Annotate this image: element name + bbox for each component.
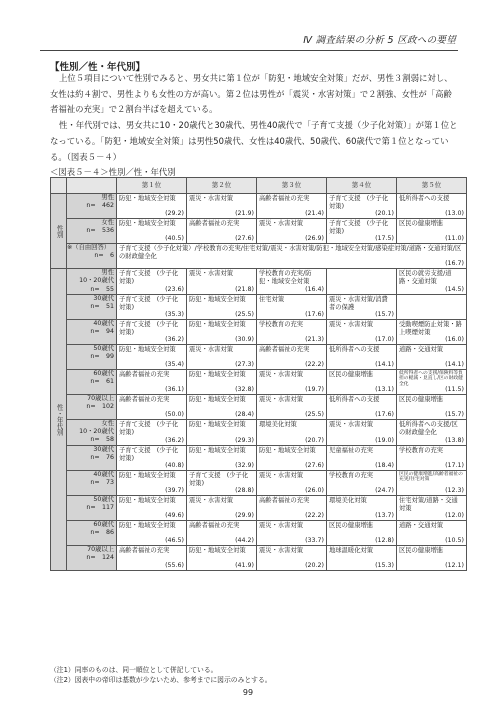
rank-item: 低所得者への支援 [329, 395, 380, 403]
rank-cell [117, 419, 187, 445]
rank-pct: (33.7) [305, 536, 324, 544]
row-label [67, 344, 117, 369]
corner-cell [51, 178, 67, 194]
rank-pct: (27.6) [305, 461, 324, 469]
rank-cell [327, 470, 397, 495]
row-n-count: n= 51 [90, 303, 114, 311]
row-label [67, 520, 117, 545]
rank-item: 防犯・地域安全対策 [189, 395, 246, 403]
rank-cell [117, 520, 187, 545]
rank-pct: (20.2) [305, 561, 324, 569]
rank-item: 高齢者福祉の充実 [259, 496, 310, 504]
rank-cell [327, 369, 397, 394]
rank-cell [257, 394, 327, 419]
rank-cell [257, 194, 327, 219]
rank-cell [397, 495, 467, 520]
rank-cell [397, 369, 467, 394]
rank-pct: (14.1) [445, 360, 464, 368]
rank-item: 地球温暖化対策 [329, 546, 374, 554]
rank-cell [187, 219, 257, 244]
rank-cell [117, 445, 187, 470]
rank-cell [397, 319, 467, 344]
rank-cell [117, 194, 187, 219]
row-label [67, 269, 117, 295]
rank-pct: (35.4) [165, 360, 184, 368]
rank-item: 防犯・地域安全対策 [189, 370, 246, 378]
rank-cell [117, 219, 187, 244]
row-label [67, 294, 117, 319]
rank-pct: (26.9) [305, 235, 324, 242]
rank-pct: (13.8) [445, 436, 464, 444]
rank-pct: (21.9) [235, 210, 254, 217]
rank-pct: (25.5) [305, 410, 324, 418]
rank-item: 震災・水害対策 [259, 395, 304, 403]
rank-cell [257, 445, 327, 470]
rank-item: 区民の就労支援/道路・交通対策 [399, 270, 452, 285]
body-text [50, 71, 458, 165]
row-n-count: n= 124 [86, 554, 114, 562]
column-header: 第３位 [257, 178, 327, 194]
rank-pct: (27.3) [235, 360, 254, 368]
rank-cell [187, 545, 257, 570]
rank-pct: (17.6) [375, 410, 394, 418]
rank-item: 子育て支援 (少子化対策) [329, 220, 389, 235]
rank-cell [117, 269, 187, 295]
rank-pct: (22.2) [305, 511, 324, 519]
rank-cell [397, 520, 467, 545]
rank-cell [327, 520, 397, 545]
rank-pct: (32.9) [235, 461, 254, 469]
row-label [67, 244, 117, 269]
rank-item: 防犯・地域安全対策 [119, 195, 176, 202]
row-label-text: 40歳代 [93, 319, 114, 327]
row-n-count: n= 536 [86, 227, 114, 235]
rank-cell [117, 470, 187, 495]
row-label-text: 男性 10・20歳代 [79, 269, 114, 285]
rank-pct: (36.1) [165, 385, 184, 393]
header-row [51, 178, 467, 194]
rank-item: 道路・交通対策 [399, 345, 444, 353]
row-n-count: n= 94 [90, 328, 114, 336]
rank-item: 防犯・地域安全対策 [189, 420, 246, 428]
rank-item: 住宅対策/道路・交通対策 [399, 496, 458, 512]
rank-pct: (17.6) [305, 310, 324, 318]
rank-item: 防犯・地域安全対策 [119, 220, 176, 227]
rank-cell [397, 545, 467, 570]
rank-pct: (29.2) [165, 210, 184, 217]
rank-cell [187, 394, 257, 419]
rank-pct: (17.1) [445, 461, 464, 469]
rank-cell [187, 344, 257, 369]
row-label [67, 369, 117, 394]
row-label [67, 470, 117, 495]
rank-cell [327, 545, 397, 570]
rank-item: 子育て支援 (少子化対策) [189, 471, 249, 487]
paragraph: 上位５項目について性別でみると、男女共に第１位が「防犯・地域安全対策」だが、男性３割弱に対し、女性は約４割で、男性よりも女性の方が高い。第２位は男性が「震災・水害対策」で２割強、女性が「高齢者福祉の充実」で２割台半ばを超えている。 [50, 73, 453, 115]
rank-item: 学校教育の充実 [329, 471, 374, 479]
rank-pct: (10.5) [445, 536, 464, 544]
rank-item: 子育て支援 (少子化対策) [119, 420, 179, 436]
rank-pct: (30.9) [235, 335, 254, 343]
rank-item: 区民の健康増進 [399, 220, 444, 227]
table-row [51, 545, 467, 570]
rank-pct: (16.4) [305, 285, 324, 293]
rank-item: 高齢者福祉の充実 [189, 220, 240, 227]
rank-item: 震災・水害対策 [329, 320, 374, 328]
footnote: （注1）同率のものは、同一順位として併記している。 [50, 666, 218, 674]
group-label: 性・年代別 [51, 269, 67, 571]
rank-item: 震災・水害対策/消費者の保護 [329, 295, 388, 311]
rank-pct: (44.2) [235, 536, 254, 544]
rank-pct: (17.5) [375, 235, 394, 242]
rank-cell [117, 344, 187, 369]
rank-item: 高齢者福祉の充実 [119, 395, 170, 403]
row-n-count: n= 61 [90, 378, 114, 386]
rank-pct: (12.0) [445, 511, 464, 519]
free-answer-cell [117, 244, 467, 269]
rank-cell [257, 344, 327, 369]
table-row [51, 194, 467, 219]
rank-cell [257, 495, 327, 520]
rank-item: 震災・水害対策 [259, 521, 304, 529]
rank-item: 防犯・地域安全対策 [119, 496, 176, 504]
rank-item: 道路・交通対策 [399, 521, 444, 529]
rank-item: 住宅対策 [259, 295, 285, 303]
rank-item: 児童福祉の充実 [329, 446, 374, 454]
rank-pct: (12.8) [375, 536, 394, 544]
rank-pct: (13.7) [375, 511, 394, 519]
rank-cell [257, 545, 327, 570]
rank-cell [397, 445, 467, 470]
rank-pct: (12.3) [445, 486, 464, 494]
rank-item: 受動喫煙防止対策・路上喫煙対策 [399, 320, 462, 336]
rank-cell [397, 294, 467, 319]
column-header: 第１位 [117, 178, 187, 194]
rank-cell [327, 394, 397, 419]
rank-item [397, 295, 466, 312]
rank-item: 子育て支援 (少子化対策) [119, 270, 179, 285]
table-caption: ＜図表５－４＞性別／性・年代別 [50, 167, 176, 177]
paragraph: 性・年代別では、男女共に10・20歳代と30歳代、男性40歳代で「子育て支援（少子化対策）」が第１位となっている。「防犯・地域安全対策」は男性50歳代、女性は40歳代、50歳代、60歳代で第１位となっている。（図表５－４） [50, 120, 458, 162]
rank-cell [117, 545, 187, 570]
rank-cell [327, 269, 397, 295]
rank-pct: (20.1) [375, 210, 394, 217]
rank-cell [327, 445, 397, 470]
rank-cell [397, 394, 467, 419]
rank-pct: (11.5) [445, 385, 464, 393]
rank-pct: (28.4) [235, 410, 254, 418]
corner-cell [67, 178, 117, 194]
rank-cell [327, 319, 397, 344]
rank-item: 震災・水害対策 [259, 546, 304, 554]
rank-pct: (29.3) [235, 436, 254, 444]
rank-pct: (19.0) [375, 436, 394, 444]
row-label [67, 495, 117, 520]
rank-cell [257, 319, 327, 344]
row-n-count: n= 73 [90, 479, 114, 487]
rank-item: 区民の健康増進/高齢者福祉の充実/住宅対策 [399, 471, 463, 483]
row-label-text: 男性 [101, 194, 114, 201]
row-n-count: n= 462 [86, 202, 114, 210]
rank-cell [257, 219, 327, 244]
rank-cell [327, 419, 397, 445]
rank-pct: (17.0) [375, 335, 394, 343]
table-row [51, 419, 467, 445]
free-answer-text: 子育て支援（少子化対策）/学校教育の充実/住宅対策/震災・水害対策/防犯・地域安全対策/感染症対策/道路・交通対策/区の財政健全化 [119, 245, 462, 260]
row-label-text: ※（自由回答） [67, 244, 111, 251]
rank-cell [187, 294, 257, 319]
rank-cell [187, 520, 257, 545]
rank-item: 学校教育の充実 [399, 446, 444, 454]
rank-cell [257, 369, 327, 394]
rank-cell [187, 445, 257, 470]
rank-pct: (12.1) [445, 561, 464, 569]
rank-pct: (27.6) [235, 235, 254, 242]
footnote: （注2）図表中の帝印は基数が少ないため、参考までに図示のみとする。 [50, 676, 272, 684]
rank-pct: (21.4) [305, 210, 324, 217]
rank-item: 区民の健康増進 [399, 395, 444, 403]
row-label [67, 219, 117, 244]
rank-cell [397, 419, 467, 445]
rank-item: 防犯・地域安全対策 [189, 295, 246, 303]
header-text: Ⅳ 調査結果の分析 5 区政への要望 [303, 35, 456, 46]
rank-cell [397, 344, 467, 369]
rank-item: 低所得者への支援/保険料等負担の軽減・見直し/区の財政健全化 [399, 370, 463, 387]
rank-cell [257, 419, 327, 445]
rank-pct: (36.2) [165, 436, 184, 444]
row-label [67, 545, 117, 570]
row-label [67, 445, 117, 470]
table-row [51, 470, 467, 495]
rank-pct: (24.7) [375, 486, 394, 494]
row-label [67, 419, 117, 445]
rank-pct: (25.5) [235, 310, 254, 318]
rank-item: 震災・水害対策 [189, 195, 234, 202]
rank-cell [117, 394, 187, 419]
column-header: 第２位 [187, 178, 257, 194]
rank-item: 子育て支援 (少子化対策) [329, 195, 389, 210]
rank-item: 区民の健康増進 [329, 521, 374, 529]
table-row [51, 294, 467, 319]
rank-cell [397, 470, 467, 495]
rank-cell [117, 294, 187, 319]
rank-cell [327, 194, 397, 219]
rank-item: 区民の健康増進 [399, 546, 444, 554]
rank-item: 子育て支援 (少子化対策) [119, 446, 179, 462]
rank-cell [187, 269, 257, 295]
rank-item: 区民の健康増進 [329, 370, 374, 378]
rank-cell [187, 369, 257, 394]
rank-cell [117, 495, 187, 520]
rank-item: 防犯・地域安全対策 [119, 345, 176, 353]
rank-pct: (35.3) [165, 310, 184, 318]
rank-item: 環境美化対策 [329, 496, 367, 504]
rank-pct: (41.9) [235, 561, 254, 569]
rank-pct: (46.5) [165, 536, 184, 544]
rank-cell [327, 219, 397, 244]
table-row [51, 319, 467, 344]
row-label-text: 70歳以上 [87, 394, 114, 402]
rank-item: 震災・水害対策 [259, 370, 304, 378]
row-n-count: n= 6 [94, 252, 114, 260]
rank-item: 高齢者福祉の充実 [119, 546, 170, 554]
rank-pct: (15.7) [445, 410, 464, 418]
rank-pct: (40.8) [165, 461, 184, 469]
row-label-text: 30歳代 [93, 294, 114, 302]
rank-cell [187, 470, 257, 495]
rank-pct: (15.7) [375, 310, 394, 318]
rank-pct: (16.7) [445, 260, 464, 267]
rank-cell [117, 319, 187, 344]
rank-item: 子育て支援 (少子化対策) [119, 320, 179, 336]
row-label-text: 60歳代 [93, 520, 114, 528]
table-row [51, 344, 467, 369]
row-n-count: n= 58 [90, 436, 114, 444]
table-row [51, 495, 467, 520]
rank-pct: (19.7) [305, 385, 324, 393]
table-row [51, 269, 467, 295]
rank-item: 震災・水害対策 [189, 496, 234, 504]
rank-pct: (28.8) [235, 486, 254, 494]
column-header: 第５位 [397, 178, 467, 194]
rank-pct: (23.6) [165, 285, 184, 293]
rank-pct: (26.0) [305, 486, 324, 494]
rank-cell [257, 470, 327, 495]
table-row [51, 445, 467, 470]
rank-cell [397, 269, 467, 295]
rank-item [327, 269, 396, 286]
rank-item: 高齢者福祉の充実 [259, 195, 310, 202]
rank-item: 防犯・地域安全対策 [189, 446, 246, 454]
row-label-text: 70歳以上 [87, 545, 114, 553]
row-n-count: n= 99 [90, 353, 114, 361]
rank-item: 防犯・地域安全対策 [259, 446, 316, 454]
row-label-text: 50歳代 [93, 495, 114, 503]
rank-pct: (20.7) [305, 436, 324, 444]
rank-pct: (11.0) [445, 235, 464, 242]
rank-item: 低所得者への支援/区の財政健全化 [399, 420, 458, 436]
row-label-text: 60歳代 [93, 369, 114, 377]
row-n-count: n= 102 [86, 403, 114, 411]
rank-item: 防犯・地域安全対策 [119, 471, 176, 479]
table-row [51, 394, 467, 419]
rank-pct: (29.9) [235, 511, 254, 519]
rank-pct: (50.0) [165, 410, 184, 418]
rank-pct: (21.3) [305, 335, 324, 343]
rank-pct: (49.6) [165, 511, 184, 519]
row-n-count: n= 117 [86, 504, 114, 512]
row-label-text: 50歳代 [93, 344, 114, 352]
rank-item: 低所得者への支援 [399, 195, 450, 202]
rank-item: 震災・水害対策 [189, 270, 234, 277]
rank-cell [257, 294, 327, 319]
footnotes [50, 665, 272, 685]
rank-cell [327, 495, 397, 520]
row-n-count: n= 55 [90, 285, 114, 293]
table-row [51, 369, 467, 394]
row-n-count: n= 76 [90, 454, 114, 462]
rank-pct: (40.5) [165, 235, 184, 242]
rank-item: 高齢者福祉の充実 [259, 345, 310, 353]
rank-pct: (55.6) [165, 561, 184, 569]
rank-pct: (14.1) [375, 360, 394, 368]
rank-pct: (21.8) [235, 285, 254, 293]
rank-item: 防犯・地域安全対策 [189, 320, 246, 328]
rank-cell [397, 219, 467, 244]
row-label-text: 30歳代 [93, 445, 114, 453]
page-number: 99 [242, 688, 254, 697]
rank-cell [327, 294, 397, 319]
row-label-text: 40歳代 [93, 470, 114, 478]
rank-item: 低所得者への支援 [329, 345, 380, 353]
rank-item: 学校教育の充実 [259, 320, 304, 328]
row-label-text: 女性 [101, 219, 114, 226]
rank-item: 高齢者福祉の充実 [119, 370, 170, 378]
rank-cell [257, 269, 327, 295]
table-row [51, 244, 467, 269]
rank-cell [187, 319, 257, 344]
rank-pct: (22.2) [305, 360, 324, 368]
rank-item: 学校教育の充実/防犯・地域安全対策 [259, 270, 312, 285]
rank-item: 震災・水害対策 [259, 220, 304, 227]
rank-cell [327, 344, 397, 369]
rank-item: 震災・水害対策 [329, 420, 374, 428]
row-label-text: 女性 10・20歳代 [79, 419, 114, 436]
ranking-table [50, 177, 467, 571]
rank-item: 震災・水害対策 [189, 345, 234, 353]
section-title: 【性別／性・年代別】 [50, 62, 146, 73]
rank-pct: (39.7) [165, 486, 184, 494]
row-label [67, 319, 117, 344]
rank-item: 防犯・地域安全対策 [189, 546, 246, 554]
rank-item: 防犯・地域安全対策 [119, 521, 176, 529]
row-label [67, 394, 117, 419]
running-header [40, 28, 458, 51]
rank-pct: (14.5) [445, 285, 464, 293]
rank-item: 環境美化対策 [259, 420, 297, 428]
row-label [67, 194, 117, 219]
rank-pct: (18.4) [375, 461, 394, 469]
table-row [51, 520, 467, 545]
rank-pct: (15.3) [375, 561, 394, 569]
rank-item: 震災・水害対策 [259, 471, 304, 479]
row-n-count: n= 86 [90, 529, 114, 537]
rank-cell [187, 495, 257, 520]
rank-cell [257, 520, 327, 545]
table-row [51, 219, 467, 244]
rank-pct: (32.8) [235, 385, 254, 393]
rank-cell [187, 194, 257, 219]
rank-cell [117, 369, 187, 394]
group-label: 性別 [51, 194, 67, 269]
rank-pct: (13.0) [445, 210, 464, 217]
rank-cell [397, 194, 467, 219]
rank-item: 高齢者福祉の充実 [189, 521, 240, 529]
rank-pct: (16.0) [445, 335, 464, 343]
rank-cell [187, 419, 257, 445]
rank-item: 子育て支援 (少子化対策) [119, 295, 179, 311]
rank-pct: (36.2) [165, 335, 184, 343]
rank-pct: (13.1) [375, 385, 394, 393]
column-header: 第４位 [327, 178, 397, 194]
